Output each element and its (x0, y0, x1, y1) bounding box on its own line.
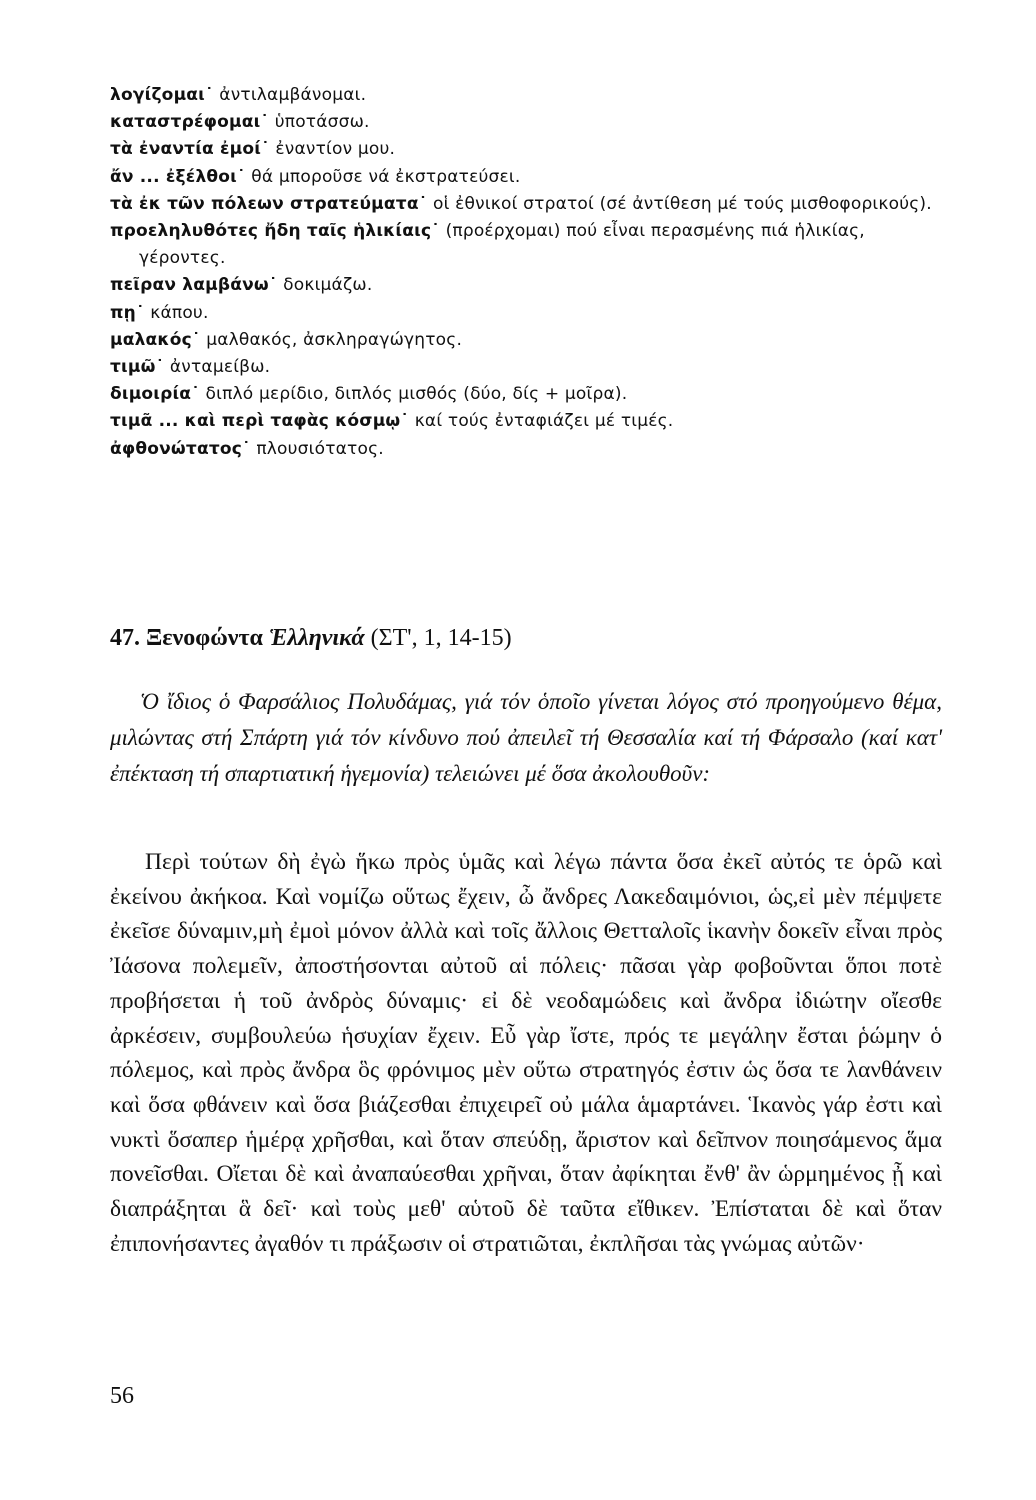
glossary-separator: ˙ (155, 357, 165, 378)
section-reference: (ΣΤ', 1, 14-15) (370, 625, 512, 651)
glossary-definition: οἱ ἐθνικοί στρατοί (σέ ἀντίθεση μέ τούς μισθοφορικούς). (433, 193, 932, 214)
glossary-definition: ἀνταμείβω. (169, 357, 271, 378)
glossary-entry (110, 327, 950, 354)
glossary-definition: θά μποροῦσε νά ἐκστρατεύσει. (251, 166, 521, 187)
glossary-separator: ˙ (236, 166, 246, 187)
glossary-entry (110, 136, 950, 163)
glossary-definition: καί τούς ἐνταφιάζει μέ τιμές. (414, 411, 674, 432)
glossary-definition: διπλό μερίδιο, διπλός μισθός (δύο, δίς + μοῖρα). (205, 384, 628, 405)
glossary-term: ἄν ... ἐξέλθοι (110, 166, 237, 187)
glossary-entry (110, 354, 950, 381)
glossary-separator: ˙ (260, 112, 270, 133)
glossary-term: τὰ ἐκ τῶν πόλεων στρατεύματα (110, 193, 419, 214)
glossary-term: πεῖραν λαμβάνω (110, 275, 269, 296)
glossary-separator: ˙ (242, 438, 251, 459)
glossary-separator: ˙ (261, 139, 270, 160)
glossary-definition: κάπου. (150, 302, 209, 323)
section-heading (110, 622, 512, 654)
glossary-separator: ˙ (204, 85, 214, 105)
glossary-term: μαλακός (110, 329, 192, 350)
glossary-separator: ˙ (268, 275, 278, 296)
glossary-separator: ˙ (135, 302, 145, 323)
glossary (110, 82, 950, 463)
glossary-separator: ˙ (191, 384, 200, 405)
glossary-definition: μαλθακός, ἀσκληραγώγητος. (206, 329, 463, 350)
glossary-separator: ˙ (191, 329, 201, 350)
glossary-term: καταστρέφομαι (110, 112, 261, 133)
glossary-term: ἀφθονώτατος (110, 438, 243, 459)
glossary-definition: ἐναντίον μου. (275, 139, 396, 160)
glossary-entry (110, 82, 950, 109)
glossary-entry (110, 164, 950, 191)
glossary-term: διμοιρία (110, 384, 192, 405)
glossary-term: προεληλυθότες ἤδη ταῖς ἡλικίαις (110, 221, 432, 242)
glossary-entry (110, 436, 950, 463)
section-number: 47. (110, 625, 140, 651)
glossary-definition: ὑποτάσσω. (274, 112, 370, 133)
glossary-term: πῃ (110, 302, 136, 323)
glossary-entry (110, 381, 950, 408)
glossary-definition: ἀντιλαμβάνομαι. (219, 85, 367, 105)
glossary-separator: ˙ (418, 193, 428, 214)
glossary-term: τὰ ἐναντία ἐμοί (110, 139, 262, 160)
page-number: 56 (110, 1383, 134, 1409)
glossary-term: τιμῶ (110, 357, 156, 378)
glossary-definition: δοκιμάζω. (283, 275, 373, 296)
glossary-separator: ˙ (431, 221, 440, 242)
glossary-separator: ˙ (400, 411, 410, 432)
glossary-entry (110, 191, 950, 218)
glossary-entry (110, 300, 950, 327)
greek-passage: Περὶ τούτων δὴ ἐγὼ ἥκω πρὸς ὑμᾶς καὶ λέγω πάντα ὅσα ἐκεῖ αὐτός τε ὁρῶ καὶ ἐκείνου ἀκήκοα. Καὶ νομίζω οὕτως ἔχειν, ὦ ἄνδρες Λακεδαιμόνιοι, ὡς,εἰ μὲν πέμψετε ἐκεῖσε δύναμιν,μὴ ἐμοὶ μόνον ἀλλὰ καὶ τοῖς ἄλλοις Θετταλοῖς ἱκανὴν δοκεῖν εἶναι πρὸς Ἰάσονα πολεμεῖν, ἀποστήσονται αὐτοῦ αἱ πόλεις· πᾶσαι γὰρ φοβοῦνται ὅποι ποτὲ προβήσεται ἡ τοῦ ἀνδρὸς δύναμις· εἰ δὲ νεοδαμώδεις καὶ ἄνδρα ἰδιώτην οἴεσθε ἀρκέσειν, συμβουλεύω ἡσυχίαν ἔχειν. Εὖ γὰρ ἴστε, πρός τε μεγάλην ἔσται ῥώμην ὁ πόλεμος, καὶ πρὸς ἄνδρα ὃς φρόνιμος μὲν οὕτω στρατηγός ἐστιν ὡς ὅσα τε λανθάνειν καὶ ὅσα φθάνειν καὶ ὅσα βιάζεσθαι ἐπιχειρεῖ οὐ μάλα ἁμαρτάνει. Ἱκανὸς γάρ ἐστι καὶ νυκτὶ ὅσαπερ ἡμέρᾳ χρῆσθαι, καὶ ὅταν σπεύδῃ, ἄριστον καὶ δεῖπνον ποιησάμενος ἅμα πονεῖσθαι. Οἴεται δὲ καὶ ἀναπαύεσθαι χρῆναι, ὅταν ἀφίκηται ἔνθ' ἂν ὡρμημένος ᾖ καὶ διαπράξηται ἃ δεῖ· καὶ τοὺς μεθ' αὑτοῦ δὲ ταῦτα εἴθικεν. Ἐπίσταται δὲ καὶ ὅταν ἐπιπονήσαντες ἀγαθόν τι πράξωσιν οἱ στρατιῶται, ἐκπλῆσαι τὰς γνώμας αὐτῶν· (110, 849, 942, 1257)
intro-paragraph: Ὁ ἴδιος ὁ Φαρσάλιος Πολυδάμας, γιά τόν ὁποῖο γίνεται λόγος στό προηγούμενο θέμα, μιλώντας στή Σπάρτη γιά τόν κίνδυνο πού ἀπειλεῖ τή Θεσσαλία καί τή Φάρσαλο (καί κατ' ἐπέκταση τή σπαρτιατική ἡγεμονία) τελειώνει μέ ὅσα ἀκολουθοῦν: (110, 689, 942, 786)
glossary-term: λογίζομαι (110, 85, 205, 105)
glossary-entry (110, 408, 950, 435)
section-work-title: Ἑλληνικά (268, 625, 365, 651)
glossary-term: τιμᾶ ... καὶ περὶ ταφὰς κόσμῳ (110, 411, 401, 432)
section-author: Ξενοφώντα (146, 625, 263, 651)
glossary-entry (110, 272, 950, 299)
glossary-definition: (προέρχομαι) πού εἶναι περασμένης πιά ἡλικίας, γέροντες. (139, 221, 865, 269)
glossary-entry (110, 109, 950, 136)
glossary-entry (110, 218, 950, 272)
glossary-definition: πλουσιότατος. (256, 438, 384, 459)
